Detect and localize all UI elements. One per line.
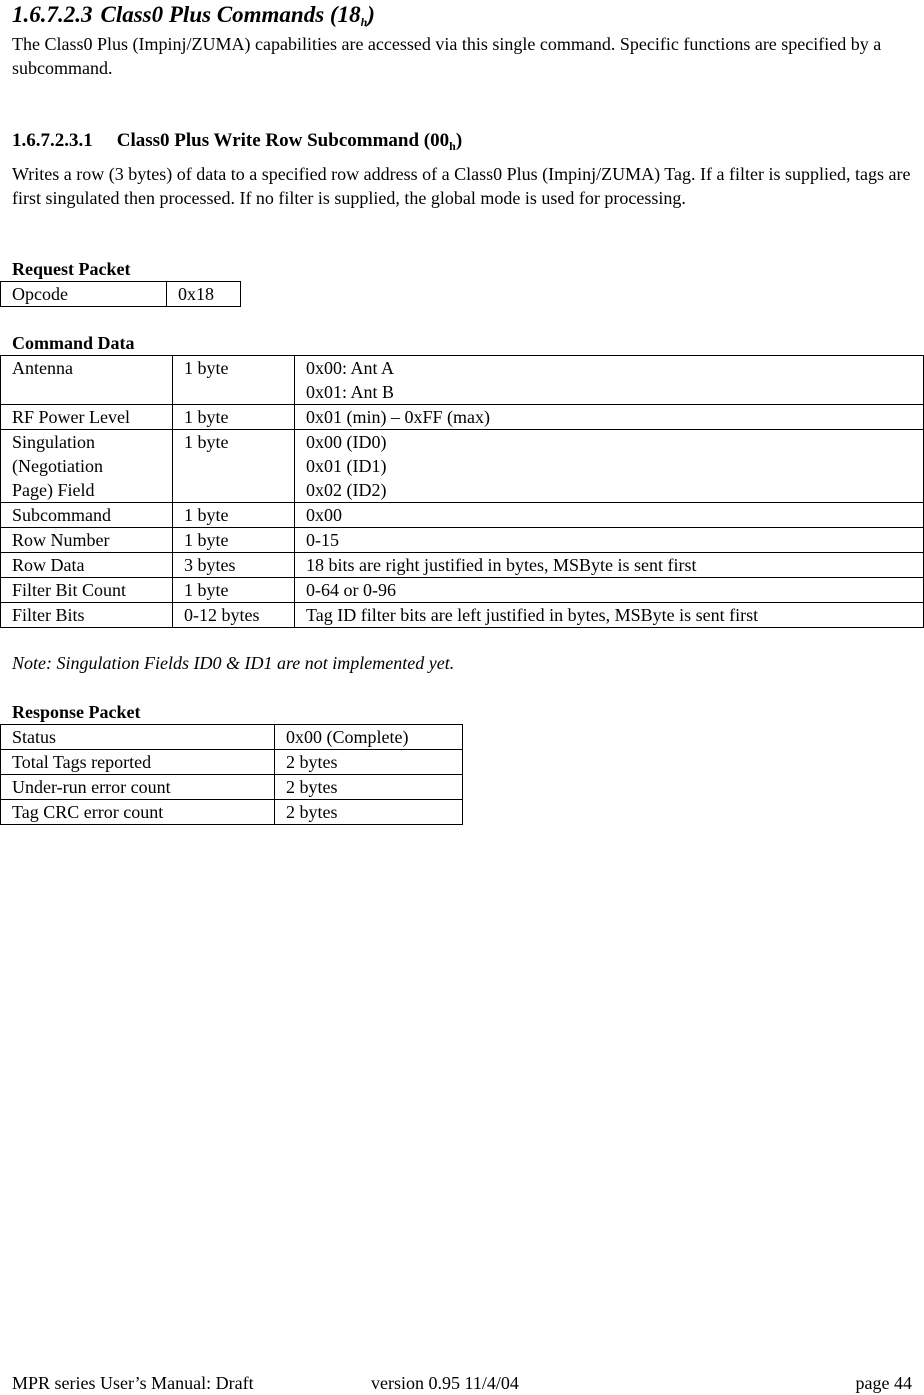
section-title: Class0 Plus Commands (18 bbox=[100, 2, 361, 27]
table-cell: Total Tags reported bbox=[1, 750, 275, 775]
table-row bbox=[1, 800, 463, 825]
table-row bbox=[1, 503, 924, 528]
response-packet-table bbox=[0, 724, 463, 825]
table-cell: Singulation (Negotiation Page) Field bbox=[1, 430, 173, 503]
table-cell: 2 bytes bbox=[275, 800, 463, 825]
table-row bbox=[1, 282, 241, 307]
table-row bbox=[1, 553, 924, 578]
subsection-heading bbox=[12, 129, 462, 153]
table-cell: 1 byte bbox=[173, 528, 295, 553]
table-cell: Tag CRC error count bbox=[1, 800, 275, 825]
table-row bbox=[1, 603, 924, 628]
subsection-title-subscript: h bbox=[449, 139, 456, 153]
table-cell: 1 byte bbox=[173, 578, 295, 603]
table-cell: 1 byte bbox=[173, 430, 295, 503]
request-packet-label: Request Packet bbox=[12, 259, 131, 279]
table-row bbox=[1, 775, 463, 800]
table-cell: 0-12 bytes bbox=[173, 603, 295, 628]
table-cell: Under-run error count bbox=[1, 775, 275, 800]
table-cell: RF Power Level bbox=[1, 405, 173, 430]
subsection-title-close: ) bbox=[455, 130, 463, 151]
subsection-number: 1.6.7.2.3.1 bbox=[12, 130, 93, 151]
table-cell: Opcode bbox=[1, 282, 167, 307]
table-cell: Filter Bits bbox=[1, 603, 173, 628]
table-row bbox=[1, 430, 924, 503]
table-row bbox=[1, 725, 463, 750]
footer-left: MPR series User’s Manual: Draft bbox=[12, 1373, 254, 1393]
footer-center: version 0.95 11/4/04 bbox=[371, 1373, 519, 1393]
table-cell: 1 byte bbox=[173, 405, 295, 430]
table-cell: 0x00 (Complete) bbox=[275, 725, 463, 750]
table-cell: Row Data bbox=[1, 553, 173, 578]
table-row bbox=[1, 578, 924, 603]
table-row bbox=[1, 528, 924, 553]
table-cell: 0-64 or 0-96 bbox=[295, 578, 924, 603]
footer-page-number: page 44 bbox=[855, 1373, 912, 1393]
table-cell: 3 bytes bbox=[173, 553, 295, 578]
table-cell: Subcommand bbox=[1, 503, 173, 528]
table-cell: 1 byte bbox=[173, 503, 295, 528]
table-cell: 18 bits are right justified in bytes, MSByte is sent first bbox=[295, 553, 924, 578]
section-heading bbox=[12, 0, 375, 30]
table-cell: 0x18 bbox=[167, 282, 241, 307]
section-title-subscript: h bbox=[360, 15, 368, 29]
command-data-table bbox=[0, 355, 924, 628]
table-cell: 0x00 (ID0) 0x01 (ID1) 0x02 (ID2) bbox=[295, 430, 924, 503]
table-cell: 2 bytes bbox=[275, 775, 463, 800]
table-cell: Row Number bbox=[1, 528, 173, 553]
section-number: 1.6.7.2.3 bbox=[12, 2, 93, 27]
table-cell: Filter Bit Count bbox=[1, 578, 173, 603]
request-packet-table bbox=[0, 281, 241, 307]
table-cell: 0-15 bbox=[295, 528, 924, 553]
subsection-paragraph: Writes a row (3 bytes) of data to a specified row address of a Class0 Plus (Impinj/ZUMA) Tag. If a filter is supplied, tags are first singulated then processed. If no filter is supplied, the global mode is used for processing. bbox=[12, 164, 911, 208]
note-text: Note: Singulation Fields ID0 & ID1 are not implemented yet. bbox=[12, 653, 455, 673]
table-cell: 0x01 (min) – 0xFF (max) bbox=[295, 405, 924, 430]
table-cell: Antenna bbox=[1, 356, 173, 405]
table-cell: Tag ID filter bits are left justified in bytes, MSByte is sent first bbox=[295, 603, 924, 628]
table-row bbox=[1, 356, 924, 405]
table-row bbox=[1, 405, 924, 430]
response-packet-label: Response Packet bbox=[12, 702, 141, 722]
table-cell: 2 bytes bbox=[275, 750, 463, 775]
table-cell: 1 byte bbox=[173, 356, 295, 405]
table-cell: 0x00: Ant A 0x01: Ant B bbox=[295, 356, 924, 405]
subsection-title: Class0 Plus Write Row Subcommand (00 bbox=[116, 130, 450, 151]
section-title-close: ) bbox=[367, 2, 375, 27]
table-cell: Status bbox=[1, 725, 275, 750]
table-cell: 0x00 bbox=[295, 503, 924, 528]
table-row bbox=[1, 750, 463, 775]
intro-paragraph: The Class0 Plus (Impinj/ZUMA) capabilities are accessed via this single command. Specific functions are specified by a subcommand. bbox=[12, 34, 882, 78]
command-data-label: Command Data bbox=[12, 333, 135, 353]
